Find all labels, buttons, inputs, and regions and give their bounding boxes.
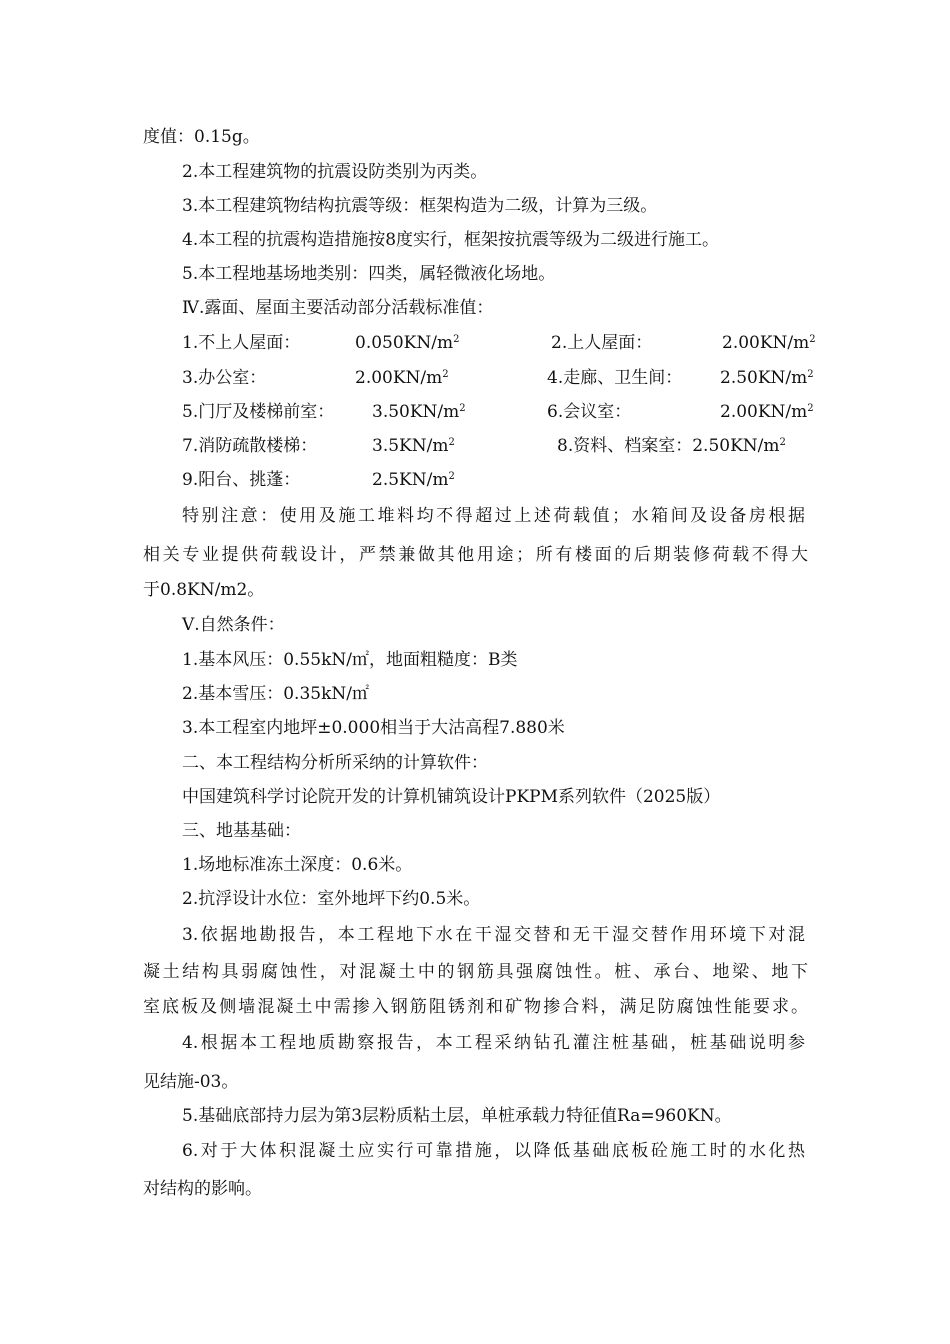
paragraph-line: 1.基本风压：0.55kN/㎡，地面粗糙度：B类	[182, 650, 518, 670]
section-heading: Ⅳ.露面、屋面主要活动部分活载标准值：	[182, 298, 494, 318]
paragraph-line: 6.对于大体积混凝土应实行可靠措施，以降低基础底板砼施工时的水化热	[182, 1141, 805, 1161]
load-label: 1.不上人屋面：	[182, 333, 301, 353]
load-label: 3.办公室：	[182, 368, 267, 388]
paragraph-line: 相关专业提供荷载设计，严禁兼做其他用途；所有楼面的后期装修荷载不得大	[143, 545, 808, 565]
paragraph-line: 2.抗浮设计水位：室外地坪下约0.5米。	[182, 889, 481, 909]
paragraph-line: 中国建筑科学讨论院开发的计算机铺筑设计PKPM系列软件（2025版）	[182, 787, 721, 807]
paragraph-line: 5.基础底部持力层为第3层粉质粘土层，单桩承载力特征值Ra=960KN。	[182, 1106, 732, 1126]
load-label: 7.消防疏散楼梯：	[182, 436, 318, 456]
load-value: $0.050KN/m^2$	[355, 333, 460, 353]
section-heading: 二、本工程结构分析所采纳的计算软件：	[182, 753, 488, 773]
section-heading: Ⅴ.自然条件：	[182, 615, 285, 635]
paragraph-line: 3.本工程建筑物结构抗震等级：框架构造为二级，计算为三级。	[182, 196, 658, 216]
load-value: $2.50KN/m^2$	[692, 436, 786, 456]
paragraph-line: 对结构的影响。	[143, 1179, 262, 1199]
load-label: 2.上人屋面：	[551, 333, 653, 353]
load-value: $2.00KN/m^2$	[722, 333, 816, 353]
load-label: 4.走廊、卫生间：	[547, 368, 683, 388]
paragraph-line: 3.本工程室内地坪±0.000相当于大沽高程7.880米	[182, 718, 565, 738]
paragraph-line: 室底板及侧墙混凝土中需掺入钢筋阻锈剂和矿物掺合料，满足防腐蚀性能要求。	[143, 997, 808, 1017]
load-value: $3.5KN/m^2$	[372, 436, 455, 456]
paragraph-line: 4.根据本工程地质勘察报告，本工程采纳钻孔灌注桩基础，桩基础说明参	[182, 1033, 805, 1053]
load-label: 6.会议室：	[547, 402, 632, 422]
paragraph-line: 2.本工程建筑物的抗震设防类别为丙类。	[182, 162, 488, 182]
load-label: 5.门厅及楼梯前室：	[182, 402, 335, 422]
load-label: 8.资料、档案室：$2.50KN/m^2$	[557, 436, 786, 456]
paragraph-line: 3.依据地勘报告，本工程地下水在干湿交替和无干湿交替作用环境下对混	[182, 925, 805, 945]
paragraph-line: 见结施-03。	[143, 1072, 239, 1092]
paragraph-line: 2.基本雪压：0.35kN/㎡	[182, 684, 369, 704]
paragraph-line: 4.本工程的抗震构造措施按8度实行，框架按抗震等级为二级进行施工。	[182, 230, 720, 250]
paragraph-line: 凝土结构具弱腐蚀性，对混凝土中的钢筋具强腐蚀性。桩、承台、地梁、地下	[143, 962, 808, 982]
load-value: $2.00KN/m^2$	[355, 368, 449, 388]
paragraph-line: 特别注意：使用及施工堆料均不得超过上述荷载值；水箱间及设备房根据	[182, 506, 805, 526]
section-heading: 三、地基基础：	[182, 821, 301, 841]
load-value: $3.50KN/m^2$	[372, 402, 466, 422]
load-value: $2.50KN/m^2$	[720, 368, 814, 388]
paragraph-line: 度值：0.15g。	[143, 127, 260, 147]
load-value: $2.5KN/m^2$	[372, 470, 455, 490]
load-label: 9.阳台、挑蓬：	[182, 470, 301, 490]
load-value: $2.00KN/m^2$	[720, 402, 814, 422]
paragraph-line: 1.场地标准冻土深度：0.6米。	[182, 855, 413, 875]
paragraph-line: 于0.8KN/m2。	[143, 580, 265, 600]
paragraph-line: 5.本工程地基场地类别：四类，属轻微液化场地。	[182, 264, 556, 284]
